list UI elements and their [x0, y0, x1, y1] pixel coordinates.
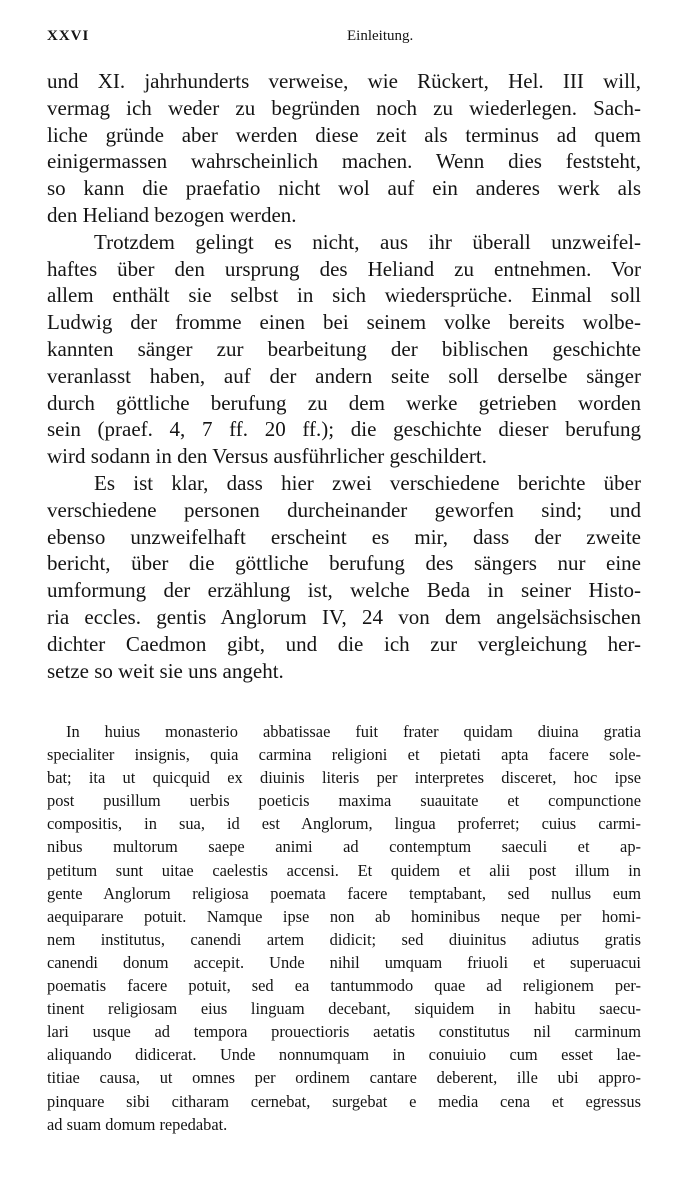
text-line: kannten sänger zur bearbeitung der biblischen geschichte: [47, 336, 641, 361]
quote-line: In huius monasterio abbatissae fuit frater quidam diuina gratia: [66, 722, 641, 741]
quote-line: post pusillum uerbis poeticis maxima suauitate et compunctione: [47, 791, 641, 811]
running-title: Einleitung.: [347, 28, 414, 44]
text-line: den Heliand bezogen werden.: [47, 202, 297, 227]
quote-line: canendi donum accepit. Unde nihil umquam friuoli et superuacui: [47, 952, 641, 972]
text-line: durch göttliche berufung zu dem werke getrieben worden: [47, 390, 641, 415]
text-line: und XI. jahrhunderts verweise, wie Rückert, Hel. III will,: [47, 69, 641, 93]
text-line: so kann die praefatio nicht wol auf ein anderes werk als: [47, 176, 641, 201]
text-line: verschiedene personen durcheinander geworfen sind; und: [47, 497, 641, 522]
text-line: Trotzdem gelingt es nicht, aus ihr überall unzweifel-: [94, 229, 641, 254]
text-line: umformung der erzählung ist, welche Beda in seiner Histo-: [47, 578, 641, 603]
quote-line: aliquando didicerat. Unde nonnumquam in conuiuio cum esset lae-: [47, 1045, 641, 1065]
quote-line: specialiter insignis, quia carmina religioni et pietati apta facere sole-: [47, 745, 641, 765]
text-line: bericht, über die göttliche berufung des sängers nur eine: [47, 551, 641, 576]
text-line: ebenso unzweifelhaft erscheint es mir, dass der zweite: [47, 524, 641, 549]
page-header: [47, 28, 647, 48]
quote-line: compositis, in sua, id est Anglorum, lingua proferret; cuius carmi-: [47, 814, 641, 834]
quote-line: gente Anglorum religiosa poemata facere temptabant, sed nullus eum: [47, 883, 641, 903]
quote-line: ad suam domum repedabat.: [47, 1114, 228, 1134]
quote-line: aequiparare potuit. Namque ipse non ab hominibus neque per homi-: [47, 906, 641, 926]
text-line: setze so weit sie uns angeht.: [47, 658, 284, 683]
quote-line: lari usque ad tempora prouectioris aetatis constitutus nil carminum: [47, 1022, 641, 1042]
quote-line: poematis facere potuit, sed ea tantummodo quae ad religionem per-: [47, 976, 641, 996]
quote-line: bat; ita ut quicquid ex diuinis literis per interpretes disceret, hoc ipse: [47, 768, 641, 788]
text-line: Ludwig der fromme einen bei seinem volke bereits wolbe-: [47, 310, 641, 335]
text-line: haftes über den ursprung des Heliand zu entnehmen. Vor: [47, 256, 641, 281]
text-line: sein (praef. 4, 7 ff. 20 ff.); die geschichte dieser berufung: [47, 417, 641, 442]
text-line: veranlasst haben, auf der andern seite soll derselbe sänger: [47, 363, 641, 388]
latin-quotation: [47, 720, 641, 1136]
text-line: einigermassen wahrscheinlich machen. Wenn dies feststeht,: [47, 149, 641, 174]
text-line: ria eccles. gentis Anglorum IV, 24 von dem angelsächsischen: [47, 604, 641, 629]
text-line: liche gründe aber werden diese zeit als terminus ad quem: [47, 122, 641, 147]
text-line: wird sodann in den Versus ausführlicher geschildert.: [47, 444, 487, 469]
page-number: XXVI: [47, 28, 90, 44]
quote-line: nibus multorum saepe animi ad contemptum saeculi et ap-: [47, 837, 641, 857]
text-line: allem enthält sie selbst in sich wiedersprüche. Einmal soll: [47, 283, 641, 308]
text-line: vermag ich weder zu begründen noch zu wiederlegen. Sach-: [47, 95, 641, 120]
quote-line: tinent religiosam eius linguam decebant, siquidem in habitu saecu-: [47, 999, 641, 1019]
quote-line: titiae causa, ut omnes per ordinem cantare deberent, ille ubi appro-: [47, 1068, 641, 1088]
quote-line: nem institutus, canendi artem didicit; sed diuinitus adiutus gratis: [47, 929, 641, 949]
quote-line: petitum sunt uitae caelestis accensi. Et quidem et alii post illum in: [47, 860, 641, 880]
text-line: dichter Caedmon gibt, und die ich zur vergleichung her-: [47, 631, 641, 656]
main-text: [47, 68, 641, 684]
quote-line: pinquare sibi citharam cernebat, surgebat e media cena et egressus: [47, 1091, 641, 1111]
text-line: Es ist klar, dass hier zwei verschiedene berichte über: [94, 470, 641, 495]
